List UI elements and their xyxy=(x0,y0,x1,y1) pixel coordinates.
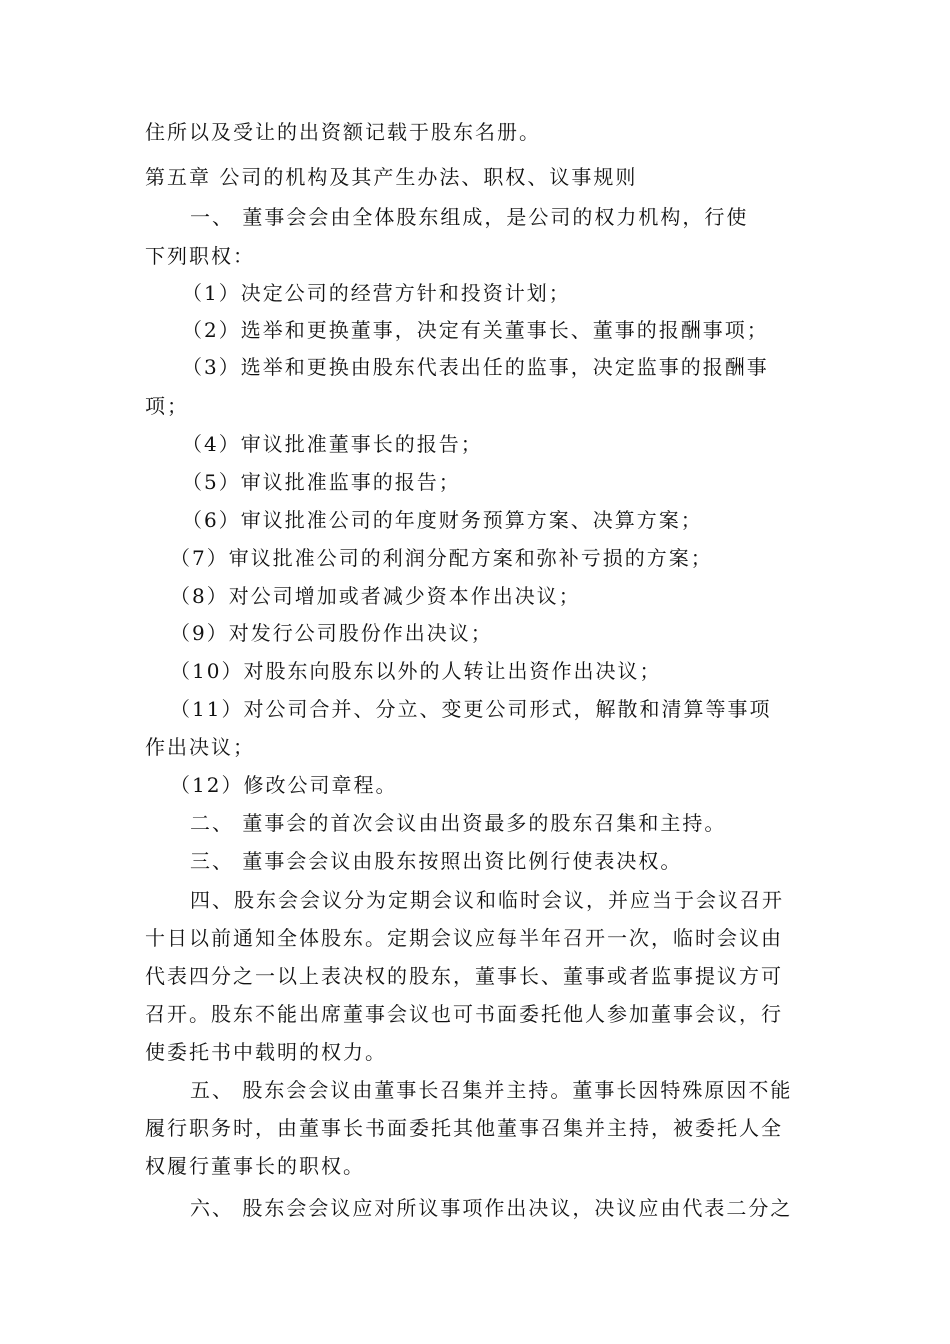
text-line: 一、 董事会会由全体股东组成，是公司的权力机构，行使 xyxy=(190,205,749,229)
text-line: 项； xyxy=(145,394,189,418)
list-item: （6）审议批准公司的年度财务预算方案、决算方案； xyxy=(182,508,703,532)
list-item: （9）对发行公司股份作出决议； xyxy=(170,621,493,645)
text-line: 住所以及受让的出资额记载于股东名册。 xyxy=(145,120,541,144)
text-line: 作出决议； xyxy=(145,735,255,759)
text-line: 二、 董事会的首次会议由出资最多的股东召集和主持。 xyxy=(190,811,727,835)
text-line: 六、 股东会会议应对所议事项作出决议，决议应由代表二分之 xyxy=(190,1196,793,1220)
text-line: 召开。股东不能出席董事会议也可书面委托他人参加董事会议，行 xyxy=(145,1002,783,1026)
list-item: （4）审议批准董事长的报告； xyxy=(182,432,483,456)
list-item: （12）修改公司章程。 xyxy=(170,773,398,797)
list-item: （7）审议批准公司的利润分配方案和弥补亏损的方案； xyxy=(170,546,713,570)
text-line: 权履行董事长的职权。 xyxy=(145,1154,365,1178)
text-line: 下列职权： xyxy=(145,244,255,268)
list-item: （1）决定公司的经营方针和投资计划； xyxy=(182,281,571,305)
list-item: （8）对公司增加或者减少资本作出决议； xyxy=(170,584,581,608)
chapter-heading: 第五章 公司的机构及其产生办法、职权、议事规则 xyxy=(145,165,638,189)
list-item: （3）选举和更换由股东代表出任的监事，决定监事的报酬事 xyxy=(182,355,769,379)
text-line: 使委托书中载明的权力。 xyxy=(145,1040,387,1064)
list-item: （11）对公司合并、分立、变更公司形式，解散和清算等事项 xyxy=(170,697,772,721)
text-line: 代表四分之一以上表决权的股东，董事长、董事或者监事提议方可 xyxy=(145,964,783,988)
text-line: 履行职务时，由董事长书面委托其他董事召集并主持，被委托人全 xyxy=(145,1116,783,1140)
text-line: 十日以前通知全体股东。定期会议应每半年召开一次，临时会议由 xyxy=(145,926,783,950)
list-item: （5）审议批准监事的报告； xyxy=(182,470,461,494)
text-line: 三、 董事会会议由股东按照出资比例行使表决权。 xyxy=(190,849,683,873)
text-line: 四、股东会会议分为定期会议和临时会议，并应当于会议召开 xyxy=(190,888,784,912)
text-line: 五、 股东会会议由董事长召集并主持。董事长因特殊原因不能 xyxy=(190,1078,793,1102)
list-item: （2）选举和更换董事，决定有关董事长、董事的报酬事项； xyxy=(182,318,769,342)
list-item: （10）对股东向股东以外的人转让出资作出决议； xyxy=(170,659,662,683)
